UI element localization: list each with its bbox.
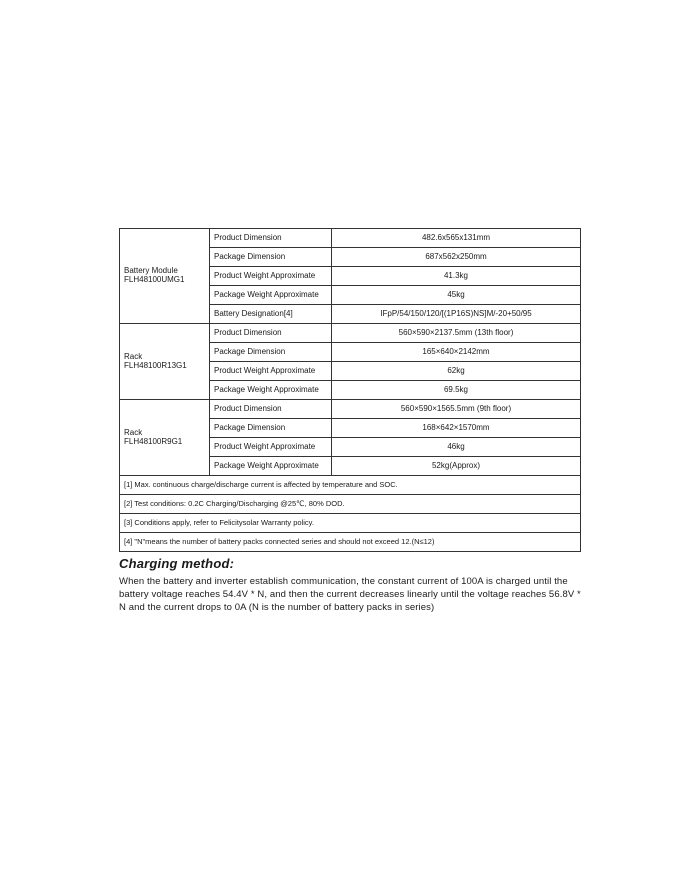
group-name: Rack [124,427,143,437]
value-cell: 52kg(Approx) [332,457,581,476]
param-cell: Package Weight Approximate [210,381,332,400]
group-model: FLH48100R13G1 [124,360,187,370]
table-row [120,514,581,533]
value-cell: 687x562x250mm [332,248,581,267]
value-cell: 69.5kg [332,381,581,400]
table-row [120,476,581,495]
value-cell: 45kg [332,286,581,305]
table-row [120,400,581,419]
value-cell: 165×640×2142mm [332,343,581,362]
table-row [120,229,581,248]
spec-table [119,228,581,552]
section-body: When the battery and inverter establish communication, the constant current of 100A is charged until the battery voltage reaches 54.4V * N, and then the current decreases linearly until the voltage reaches 56.8V * N and the current drops to 0A (N is the number of battery packs in series) [119,576,581,613]
param-cell: Product Weight Approximate [210,267,332,286]
group-label-rack-r13 [120,324,210,400]
group-model: FLH48100UMG1 [124,275,185,284]
param-cell: Package Dimension [210,248,332,267]
value-cell: 560×590×1565.5mm (9th floor) [332,400,581,419]
param-cell: Product Weight Approximate [210,438,332,457]
value-cell: IFpP/54/150/120/[(1P16S)NS]M/-20+50/95 [332,305,581,324]
value-cell: 46kg [332,438,581,457]
footnote-4: [4] "N"means the number of battery packs connected series and should not exceed 12.(N≤12) [120,533,581,552]
param-cell: Package Dimension [210,343,332,362]
value-cell: 168×642×1570mm [332,419,581,438]
param-cell: Package Weight Approximate [210,457,332,476]
table-row [120,533,581,552]
value-cell: 560×590×2137.5mm (13th floor) [332,324,581,343]
footnote-2: [2] Test conditions: 0.2C Charging/Discharging @25℃, 80% DOD. [120,495,581,514]
value-cell: 482.6x565x131mm [332,229,581,248]
group-name: Rack [124,351,143,361]
group-label-rack-r9 [120,400,210,476]
group-label-battery-module [120,229,210,324]
param-cell: Product Weight Approximate [210,362,332,381]
value-cell: 62kg [332,362,581,381]
footnote-1: [1] Max. continuous charge/discharge current is affected by temperature and SOC. [120,476,581,495]
param-cell: Package Weight Approximate [210,286,332,305]
table-row [120,495,581,514]
section-title: Charging method: [119,556,235,571]
param-cell: Product Dimension [210,400,332,419]
param-cell: Package Dimension [210,419,332,438]
param-cell: Product Dimension [210,324,332,343]
value-cell: 41.3kg [332,267,581,286]
group-name: Battery Module [124,266,178,276]
footnote-3: [3] Conditions apply, refer to Felicitysolar Warranty policy. [120,514,581,533]
param-cell: Product Dimension [210,229,332,248]
table-row [120,324,581,343]
group-model: FLH48100R9G1 [124,436,183,446]
param-cell: Battery Designation[4] [210,305,332,324]
